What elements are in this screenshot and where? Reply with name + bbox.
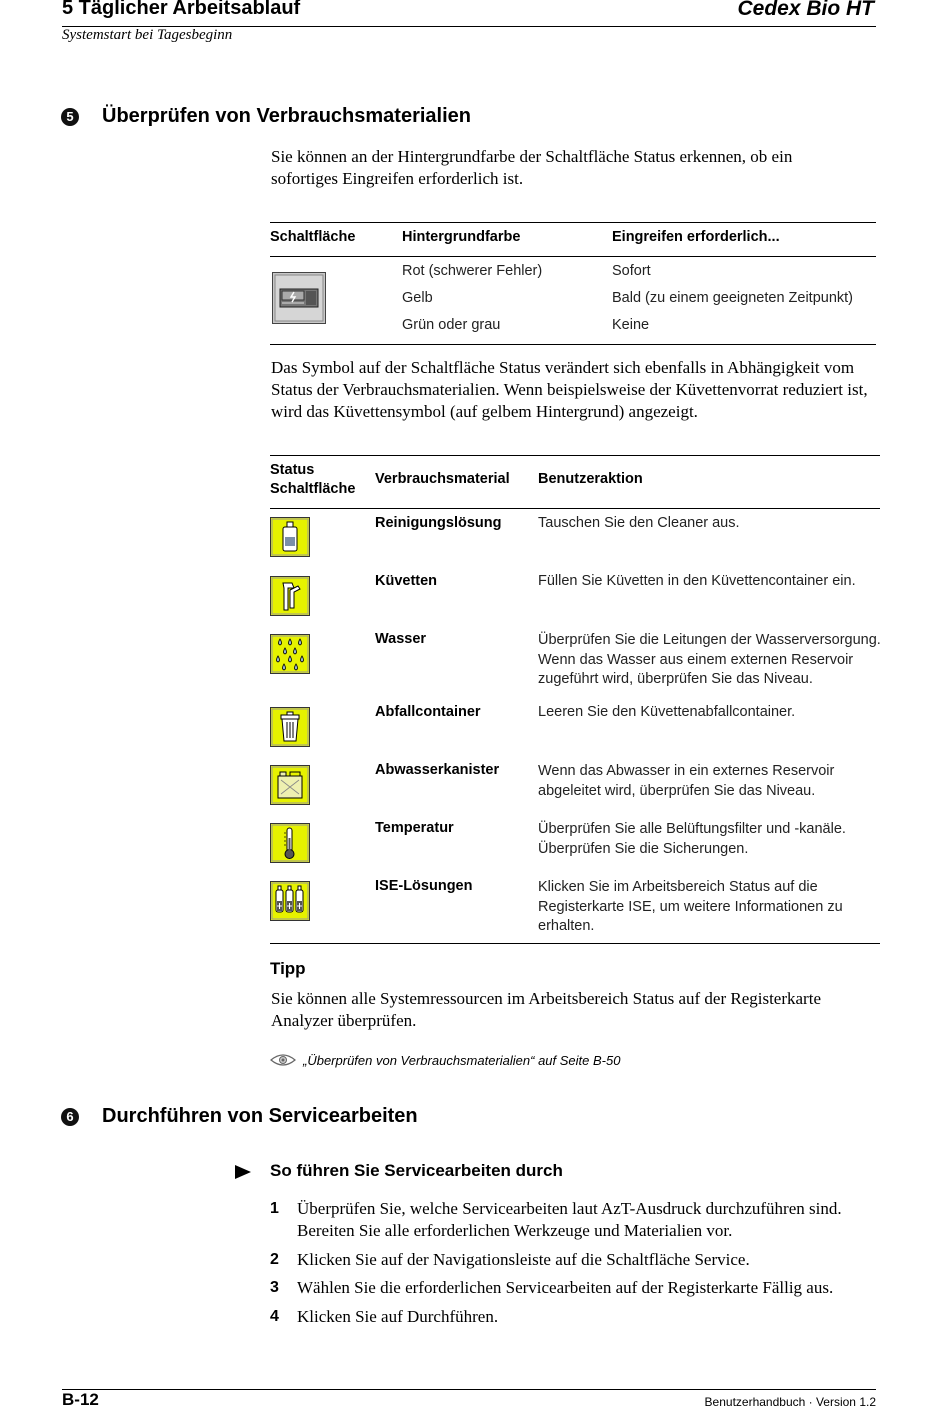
tip-title: Tipp [270,959,306,978]
manual-version: Benutzerhandbuch · Version 1.2 [704,1395,876,1409]
table2-row6-material: Temperatur [375,820,454,836]
cleaner-bottle-icon [270,517,310,557]
table2-bottom-rule [270,943,880,944]
procedure-arrow-icon [235,1165,251,1179]
step-4-number: 4 [270,1308,279,1325]
ise-solutions-icon [270,881,310,921]
tip-text: Sie können alle Systemressourcen im Arbeitsbereich Status auf der Registerkarte Analyzer überprüfen. [271,989,821,1030]
table2-row2-material: Küvetten [375,573,438,589]
table2-top-rule [270,455,880,456]
waste-bin-icon [270,707,310,747]
table2-row3-action: Überprüfen Sie die Leitungen der Wasserversorgung. Wenn das Wasser aus einem externen Reservoir zugeführt wird, überprüfen Sie das Niveau. [538,632,881,687]
water-drops-icon [270,634,310,674]
table2-row4-material: Abfallcontainer [375,704,481,720]
brand-title: Cedex Bio HT [737,0,874,20]
footer-rule [62,1389,876,1390]
canister-icon [270,765,310,805]
table2-row1-action: Tauschen Sie den Cleaner aus. [538,515,740,531]
table1-header-color: Hintergrundfarbe [402,229,521,245]
section-5-paragraph2: Das Symbol auf der Schaltfläche Status verändert sich ebenfalls in Abhängigkeit vom Status der Verbrauchsmaterialien. Wenn beispielsweise der Küvettenvorrat reduziert ist, wird das Küvettensymbol (auf gelbem Hintergrund) angezeigt. [271,358,868,421]
table1-row3-color: Grün oder grau [402,317,501,333]
table1-row3-action: Keine [612,317,650,333]
step-4-text: Klicken Sie auf Durchführen. [297,1307,499,1326]
step-3-number: 3 [270,1279,279,1296]
section-6-title: Durchführen von Servicearbeiten [102,1105,418,1127]
step-5-badge: 5 [61,108,79,126]
table1-row1-color: Rot (schwerer Fehler) [402,263,543,279]
table1-top-rule [270,222,876,223]
table2-header-material: Verbrauchsmaterial [375,471,510,487]
eye-icon [270,1053,296,1067]
page-number: B-12 [62,1390,99,1409]
step-1-number: 1 [270,1200,279,1217]
cuvette-icon [270,576,310,616]
table2-header-status: Status Schaltfläche [270,462,356,497]
section-5-title: Überprüfen von Verbrauchsmaterialien [102,105,472,127]
table2-row5-material: Abwasserkanister [375,762,500,778]
reference-link[interactable]: „Überprüfen von Verbrauchsmaterialien“ auf Seite B-50 [303,1053,621,1068]
table2-row2-action: Füllen Sie Küvetten in den Küvettencontainer ein. [538,573,856,589]
table2-row7-material: ISE-Lösungen [375,878,473,894]
table1-header-button: Schaltfläche [270,229,356,245]
step-3-text: Wählen Sie die erforderlichen Servicearbeiten auf der Registerkarte Fällig aus. [297,1278,834,1297]
table2-row5-action: Wenn das Abwasser in ein externes Reservoir abgeleitet wird, überprüfen Sie das Niveau. [538,763,835,799]
table2-row6-action: Überprüfen Sie alle Belüftungsfilter und -kanäle. Überprüfen Sie die Sicherungen. [538,821,846,857]
procedure-title: So führen Sie Servicearbeiten durch [270,1161,563,1180]
table2-header-rule [270,508,880,509]
page-subtitle: Systemstart bei Tagesbeginn [62,27,233,43]
table2-row3-material: Wasser [375,631,427,647]
table2-row7-action: Klicken Sie im Arbeitsbereich Status auf die Registerkarte ISE, um weitere Informationen zu erhalten. [538,879,843,934]
status-button-icon [272,272,326,324]
thermometer-icon [270,823,310,863]
table1-row2-action: Bald (zu einem geeigneten Zeitpunkt) [612,290,854,306]
table1-header-rule [270,256,876,257]
table2-header-action: Benutzeraktion [538,471,643,487]
step-1-text: Überprüfen Sie, welche Servicearbeiten laut AzT-Ausdruck durchzuführen sind. Bereiten Sie alle erforderlichen Werkzeuge und Materialien vor. [297,1199,842,1240]
step-6-badge: 6 [61,1108,79,1126]
table1-row2-color: Gelb [402,290,433,306]
table1-header-action: Eingreifen erforderlich... [612,229,780,245]
step-2-number: 2 [270,1251,279,1268]
table1-bottom-rule [270,344,876,345]
chapter-heading: 5 Täglicher Arbeitsablauf [62,0,301,19]
table2-row1-material: Reinigungslösung [375,515,502,531]
table2-row4-action: Leeren Sie den Küvettenabfallcontainer. [538,704,796,720]
step-2-text: Klicken Sie auf der Navigationsleiste auf die Schaltfläche Service. [297,1250,750,1269]
table1-row1-action: Sofort [612,263,651,279]
section-5-intro: Sie können an der Hintergrundfarbe der Schaltfläche Status erkennen, ob ein sofortiges Eingreifen erforderlich ist. [271,147,793,188]
